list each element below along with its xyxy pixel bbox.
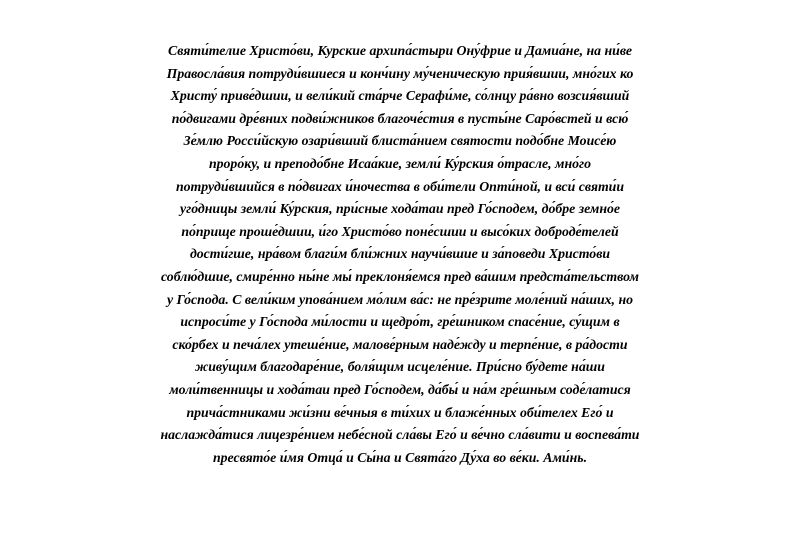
prayer-line: испроси́те у Го́спода ми́лости и щедро́т, гре́шником спасе́ние, су́щим в bbox=[180, 314, 620, 330]
prayer-line: соблю́дшие, смире́нно ны́не мы́ преклоня́емся пред ва́шим предста́тельством bbox=[161, 268, 639, 284]
prayer-line: Зе́млю Росси́йскую озари́вший блиста́нием святости подо́бне Моисе́ю bbox=[183, 133, 617, 149]
prayer-line: уго́дницы земли́ Ку́рския, при́сные хода́таи пред Го́сподем, до́бре земно́е bbox=[179, 201, 620, 217]
prayer-line: потруди́вшийся в по́двигах и́ночества в оби́тели Опти́ной, и вси́ святи́и bbox=[175, 178, 625, 194]
prayer-line: у Го́спода. С вели́ким упова́нием мо́лим ва́с: не пре́зрите моле́ний на́ших, но bbox=[166, 291, 634, 307]
prayer-line: Святи́телие Христо́ви, Курские архипа́стыри Ону́фрие и Дамиа́не, на ни́ве bbox=[168, 43, 632, 58]
prayer-line: проро́ку, и преподо́бне Исаа́кие, земли́ Ку́рския о́трасле, мно́го bbox=[208, 155, 592, 171]
prayer-line: пресвято́е и́мя Отца́ и Сы́на и Свята́го Ду́ха во ве́ки. Ами́нь. bbox=[212, 449, 588, 465]
prayer-line: дости́гше, нра́вом благи́м бли́жних научи́вшие и за́поведи Христо́ви bbox=[189, 246, 611, 262]
prayer-line: Христу́ приве́дшии, и вели́кий ста́рче Серафи́ме, со́лнцу ра́вно возсия́вший bbox=[170, 88, 630, 104]
prayer-line: ско́рбех и печа́лех утеше́ние, малове́рным наде́жду и терпе́ние, в ра́дости bbox=[172, 336, 628, 352]
prayer-text bbox=[0, 40, 800, 469]
prayer-line: по́двигами дре́вних подви́жников благоче́стия в пусты́не Саро́встей и всю́ bbox=[171, 110, 629, 126]
prayer-line: моли́твенницы и хода́таи пред Го́сподем, да́бы́ и на́м гре́шным соде́латися bbox=[169, 381, 631, 397]
prayer-line: Правосла́вия потруди́вшиеся и конч́ину му́ченическую прия́вшии, мно́гих ко bbox=[166, 65, 634, 81]
prayer-line: по́прище проше́дшии, и́го Христо́во поне́сшии и высо́ких доброде́телей bbox=[181, 223, 619, 239]
prayer-line: живу́щим благодаре́ние, боля́щим исцеле́ние. При́сно бу́дете на́ши bbox=[195, 359, 605, 375]
prayer-line: наслажда́тися лицезре́нием небе́сной сла́вы Его́ и ве́чно сла́вити и воспева́ти bbox=[160, 427, 640, 443]
prayer-line: прича́стниками жи́зни ве́чныя в ти́хих и блаже́нных оби́телех Его́ и bbox=[186, 404, 614, 420]
